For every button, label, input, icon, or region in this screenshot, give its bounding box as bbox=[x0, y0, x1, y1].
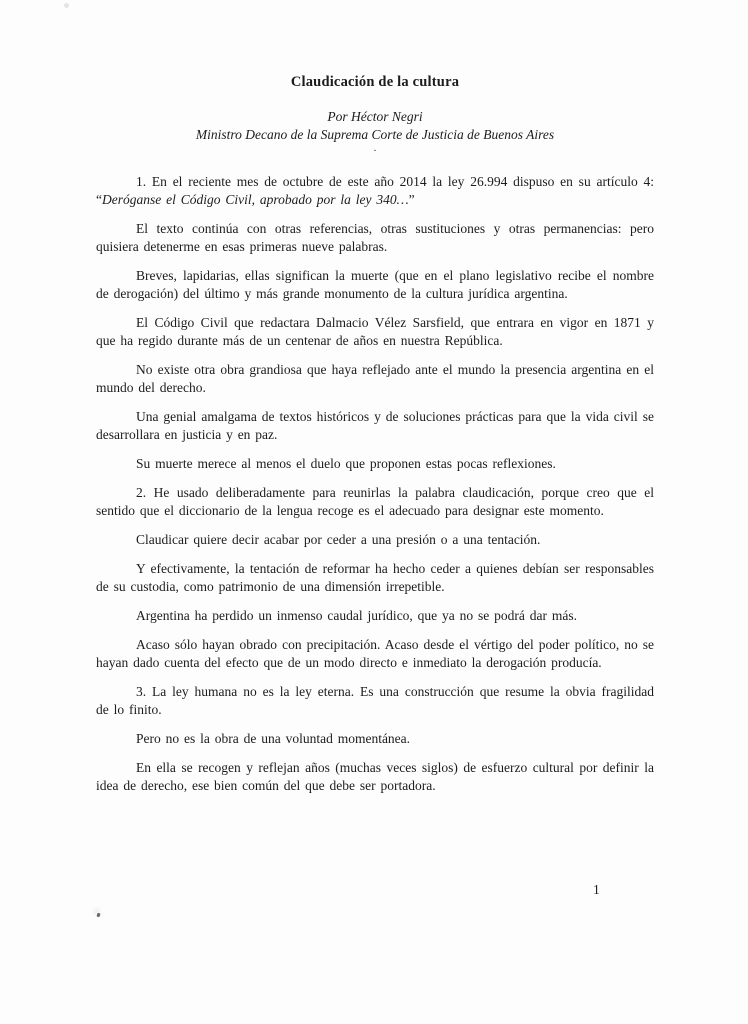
paragraph bbox=[96, 455, 654, 473]
paragraph-segment: Y efectivamente, la tentación de reformar ha hecho ceder a quienes debían ser responsables de su custodia, como patrimonio de una dimensión irrepetible. bbox=[96, 561, 654, 594]
paragraph bbox=[96, 560, 654, 596]
paragraph-segment: Claudicar quiere decir acabar por ceder a una presión o a una tentación. bbox=[136, 532, 541, 547]
paragraph bbox=[96, 683, 654, 719]
paragraph bbox=[96, 361, 654, 397]
separator-dot: . bbox=[373, 143, 377, 154]
paragraph-segment: En ella se recogen y reflejan años (muchas veces siglos) de esfuerzo cultural por definir la idea de derecho, ese bien común del que debe ser portadora. bbox=[96, 760, 654, 793]
paragraph-segment: Pero no es la obra de una voluntad momentánea. bbox=[136, 731, 411, 746]
paragraph-segment: El Código Civil que redactara Dalmacio Vélez Sarsfield, que entrara en vigor en 1871 y que ha regido durante más de un centenar de años en nuestra República. bbox=[96, 315, 654, 348]
scan-speck-top-left bbox=[64, 3, 69, 8]
paragraph-segment: 2. He usado deliberadamente para reunirlas la palabra claudicación, porque creo que el sentido que el diccionario de la lengua recoge es el adecuado para designar este momento. bbox=[96, 485, 654, 518]
paragraph-segment: Acaso sólo hayan obrado con precipitación. Acaso desde el vértigo del poder político, no se hayan dado cuenta del efecto que de un modo directo e inmediato la derogación producía. bbox=[96, 637, 654, 670]
paragraph-segment: El texto continúa con otras referencias, otras sustituciones y otras permanencias: pero quisiera detenerme en esas primeras nueve palabras. bbox=[96, 221, 654, 254]
paragraph bbox=[96, 759, 654, 795]
paragraph bbox=[96, 408, 654, 444]
paragraph bbox=[96, 730, 654, 748]
paragraph bbox=[96, 173, 654, 209]
paragraph-italic-segment: Deróganse el Código Civil, aprobado por la ley 340… bbox=[102, 192, 409, 207]
page-number: 1 bbox=[593, 882, 600, 897]
paragraph bbox=[96, 484, 654, 520]
paragraph-segment: 3. La ley humana no es la ley eterna. Es una construcción que resume la obvia fragilidad de lo finito. bbox=[96, 684, 654, 717]
paragraph bbox=[96, 314, 654, 350]
byline-role: Ministro Decano de la Suprema Corte de Justicia de Buenos Aires bbox=[195, 126, 555, 142]
byline-author: Por Héctor Negri bbox=[327, 109, 423, 124]
page-title: Claudicación de la cultura bbox=[290, 74, 460, 90]
paragraph bbox=[96, 267, 654, 303]
paragraph-segment: Argentina ha perdido un inmenso caudal jurídico, que ya no se podrá dar más. bbox=[136, 608, 578, 623]
scan-speck-bottom-left bbox=[96, 913, 100, 918]
paragraph bbox=[96, 607, 654, 625]
paragraph-segment: Breves, lapidarias, ellas significan la muerte (que en el plano legislativo recibe el nombre de derogación) del último y más grande monumento de la cultura jurídica argentina. bbox=[96, 268, 654, 301]
page-content bbox=[96, 0, 654, 806]
paragraph-segment: Su muerte merece al menos el duelo que proponen estas pocas reflexiones. bbox=[136, 456, 556, 471]
paragraph-segment: No existe otra obra grandiosa que haya reflejado ante el mundo la presencia argentina en el mundo del derecho. bbox=[96, 362, 654, 395]
paragraph-segment: 1. En el reciente mes de octubre de este año 2014 la ley 26.994 dispuso en su artículo 4: “ bbox=[96, 174, 654, 207]
paragraph bbox=[96, 220, 654, 256]
paragraphs bbox=[96, 173, 654, 795]
paragraph-segment: Una genial amalgama de textos históricos y de soluciones prácticas para que la vida civil se desarrollara en justicia y en paz. bbox=[96, 409, 654, 442]
paragraph bbox=[96, 636, 654, 672]
paragraph-segment: ” bbox=[408, 192, 415, 207]
paragraph bbox=[96, 531, 654, 549]
